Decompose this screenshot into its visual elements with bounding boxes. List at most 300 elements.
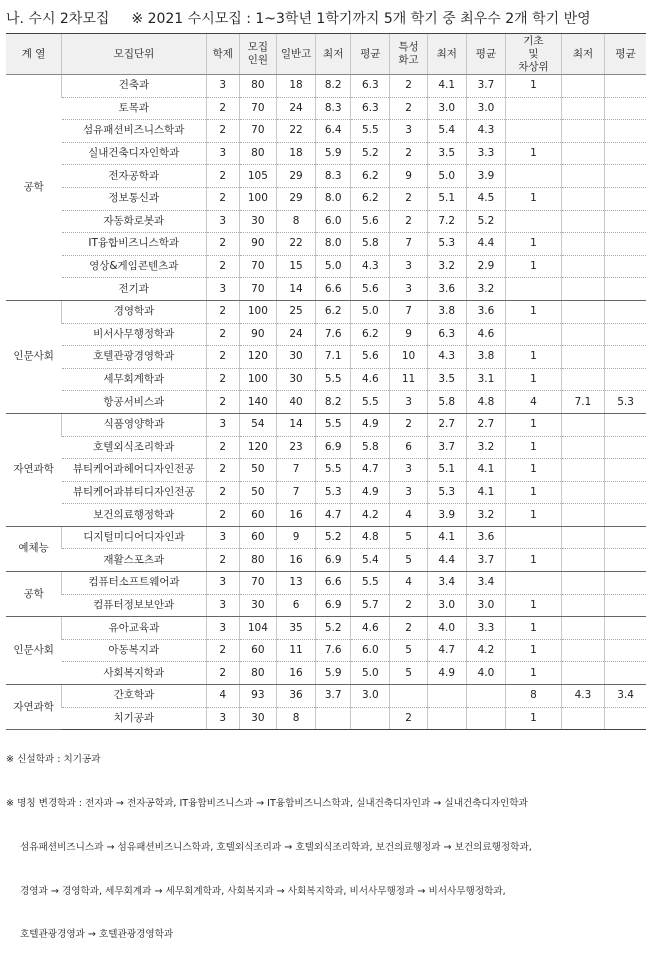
specialized-avg: 3.1 <box>466 368 505 391</box>
general-min: 5.5 <box>316 368 351 391</box>
basic-min <box>561 549 604 572</box>
general-min: 6.9 <box>316 436 351 459</box>
specialized-count: 9 <box>390 165 427 188</box>
specialized-avg: 3.3 <box>466 617 505 640</box>
unit-name: 아동복지과 <box>62 639 207 662</box>
general-count: 16 <box>276 662 315 685</box>
specialized-min: 3.0 <box>427 97 466 120</box>
basic-count <box>506 210 562 233</box>
basic-count: 8 <box>506 685 562 708</box>
specialized-avg: 3.6 <box>466 300 505 323</box>
basic-avg <box>605 346 646 369</box>
unit-name: 컴퓨터소프트웨어과 <box>62 572 207 595</box>
basic-min <box>561 436 604 459</box>
table-row <box>6 413 646 436</box>
quota: 140 <box>239 391 276 414</box>
general-count: 22 <box>276 233 315 256</box>
unit-name: 항공서비스과 <box>62 391 207 414</box>
basic-min <box>561 323 604 346</box>
specialized-count: 3 <box>390 255 427 278</box>
general-count: 35 <box>276 617 315 640</box>
header-general: 일반고 <box>276 34 315 75</box>
specialized-min: 3.5 <box>427 368 466 391</box>
specialized-min: 3.8 <box>427 300 466 323</box>
quota: 100 <box>239 300 276 323</box>
quota: 30 <box>239 210 276 233</box>
basic-count: 1 <box>506 255 562 278</box>
specialized-count: 5 <box>390 526 427 549</box>
specialized-avg: 4.1 <box>466 481 505 504</box>
specialized-count: 2 <box>390 142 427 165</box>
basic-count: 1 <box>506 436 562 459</box>
basic-count: 1 <box>506 594 562 617</box>
basic-avg <box>605 187 646 210</box>
specialized-count: 5 <box>390 662 427 685</box>
quota: 70 <box>239 255 276 278</box>
basic-min <box>561 300 604 323</box>
unit-name: 컴퓨터정보보안과 <box>62 594 207 617</box>
general-avg: 5.7 <box>351 594 390 617</box>
general-min: 8.0 <box>316 233 351 256</box>
basic-avg <box>605 436 646 459</box>
basic-min <box>561 97 604 120</box>
general-count: 16 <box>276 549 315 572</box>
quota: 80 <box>239 75 276 98</box>
general-min: 6.9 <box>316 549 351 572</box>
general-avg: 5.6 <box>351 346 390 369</box>
specialized-min: 4.4 <box>427 549 466 572</box>
years: 2 <box>206 165 239 188</box>
table-row <box>6 594 646 617</box>
basic-count <box>506 526 562 549</box>
general-avg: 5.4 <box>351 549 390 572</box>
basic-avg <box>605 233 646 256</box>
basic-count <box>506 165 562 188</box>
specialized-min: 5.1 <box>427 187 466 210</box>
basic-count: 1 <box>506 481 562 504</box>
general-min: 4.7 <box>316 504 351 527</box>
general-avg: 4.9 <box>351 481 390 504</box>
specialized-min: 3.5 <box>427 142 466 165</box>
general-count: 6 <box>276 594 315 617</box>
specialized-count: 3 <box>390 459 427 482</box>
specialized-avg: 3.7 <box>466 75 505 98</box>
specialized-min: 4.9 <box>427 662 466 685</box>
specialized-count: 5 <box>390 549 427 572</box>
general-min: 5.5 <box>316 459 351 482</box>
unit-name: 실내건축디자인학과 <box>62 142 207 165</box>
unit-name: 비서사무행정학과 <box>62 323 207 346</box>
specialized-count: 2 <box>390 75 427 98</box>
general-avg: 6.2 <box>351 323 390 346</box>
years: 3 <box>206 594 239 617</box>
specialized-avg: 2.7 <box>466 413 505 436</box>
general-avg: 5.8 <box>351 436 390 459</box>
quota: 93 <box>239 685 276 708</box>
header-general-min: 최저 <box>316 34 351 75</box>
header-years: 학제 <box>206 34 239 75</box>
basic-avg <box>605 142 646 165</box>
group-name: 공학 <box>6 75 62 301</box>
table-row <box>6 300 646 323</box>
general-count: 30 <box>276 346 315 369</box>
years: 2 <box>206 459 239 482</box>
table-row <box>6 120 646 143</box>
quota: 54 <box>239 413 276 436</box>
quota: 60 <box>239 526 276 549</box>
basic-count: 1 <box>506 459 562 482</box>
specialized-min: 4.3 <box>427 346 466 369</box>
header-quota: 모집 인원 <box>239 34 276 75</box>
unit-name: 호텔관광경영학과 <box>62 346 207 369</box>
header-general-avg: 평균 <box>351 34 390 75</box>
specialized-count: 5 <box>390 639 427 662</box>
basic-min <box>561 187 604 210</box>
years: 3 <box>206 617 239 640</box>
basic-count: 1 <box>506 504 562 527</box>
basic-count: 1 <box>506 233 562 256</box>
basic-avg <box>605 413 646 436</box>
table-row <box>6 572 646 595</box>
basic-min <box>561 142 604 165</box>
years: 4 <box>206 685 239 708</box>
specialized-avg: 5.2 <box>466 210 505 233</box>
basic-min: 7.1 <box>561 391 604 414</box>
basic-avg <box>605 300 646 323</box>
unit-name: 영상&게임콘텐츠과 <box>62 255 207 278</box>
basic-count: 1 <box>506 639 562 662</box>
unit-name: 토목과 <box>62 97 207 120</box>
quota: 80 <box>239 549 276 572</box>
quota: 100 <box>239 368 276 391</box>
general-count: 8 <box>276 210 315 233</box>
basic-min <box>561 481 604 504</box>
general-min: 5.2 <box>316 526 351 549</box>
unit-name: 호텔외식조리학과 <box>62 436 207 459</box>
specialized-avg: 4.2 <box>466 639 505 662</box>
header-unit: 모집단위 <box>62 34 207 75</box>
basic-min <box>561 210 604 233</box>
basic-count: 1 <box>506 617 562 640</box>
general-avg: 5.6 <box>351 210 390 233</box>
table-row <box>6 549 646 572</box>
basic-count <box>506 572 562 595</box>
basic-avg <box>605 707 646 730</box>
quota: 120 <box>239 346 276 369</box>
specialized-count: 3 <box>390 120 427 143</box>
specialized-count: 3 <box>390 391 427 414</box>
general-min: 6.6 <box>316 278 351 301</box>
footnote-renamed-line: 전자과 → 전자공학과, IT융합비즈니스과 → IT융합비즈니스학과, 실내건축디자인과 → 실내건축디자인학과 <box>85 797 528 809</box>
general-min: 8.3 <box>316 97 351 120</box>
general-min: 6.0 <box>316 210 351 233</box>
table-header-row <box>6 34 646 75</box>
unit-name: 사회복지학과 <box>62 662 207 685</box>
general-count: 14 <box>276 278 315 301</box>
specialized-min: 3.0 <box>427 594 466 617</box>
group-name: 자연과학 <box>6 413 62 526</box>
specialized-count: 4 <box>390 504 427 527</box>
general-count: 13 <box>276 572 315 595</box>
unit-name: IT융합비즈니스학과 <box>62 233 207 256</box>
basic-count <box>506 278 562 301</box>
basic-min <box>561 662 604 685</box>
table-row <box>6 436 646 459</box>
table-row <box>6 255 646 278</box>
header-basic-avg: 평균 <box>605 34 646 75</box>
general-count: 9 <box>276 526 315 549</box>
years: 2 <box>206 233 239 256</box>
years: 3 <box>206 572 239 595</box>
unit-name: 치기공과 <box>62 707 207 730</box>
general-min: 8.2 <box>316 391 351 414</box>
basic-avg <box>605 639 646 662</box>
basic-avg <box>605 526 646 549</box>
general-avg: 5.5 <box>351 391 390 414</box>
general-avg: 4.3 <box>351 255 390 278</box>
specialized-count: 3 <box>390 481 427 504</box>
basic-count: 1 <box>506 346 562 369</box>
specialized-min: 3.9 <box>427 504 466 527</box>
unit-name: 섬유패션비즈니스학과 <box>62 120 207 143</box>
table-row <box>6 233 646 256</box>
quota: 70 <box>239 120 276 143</box>
quota: 50 <box>239 481 276 504</box>
basic-min <box>561 639 604 662</box>
table-row <box>6 459 646 482</box>
quota: 104 <box>239 617 276 640</box>
group-name: 인문사회 <box>6 300 62 413</box>
table-row <box>6 187 646 210</box>
basic-count: 1 <box>506 413 562 436</box>
basic-min <box>561 617 604 640</box>
quota: 30 <box>239 707 276 730</box>
specialized-count: 3 <box>390 278 427 301</box>
specialized-avg: 4.0 <box>466 662 505 685</box>
basic-count: 1 <box>506 75 562 98</box>
general-count: 24 <box>276 97 315 120</box>
general-count: 22 <box>276 120 315 143</box>
table-row <box>6 142 646 165</box>
years: 2 <box>206 368 239 391</box>
general-min: 8.3 <box>316 165 351 188</box>
basic-avg <box>605 481 646 504</box>
general-avg: 4.7 <box>351 459 390 482</box>
basic-count <box>506 97 562 120</box>
table-row <box>6 481 646 504</box>
general-min: 3.7 <box>316 685 351 708</box>
table-row <box>6 526 646 549</box>
specialized-count: 6 <box>390 436 427 459</box>
general-min: 7.1 <box>316 346 351 369</box>
unit-name: 뷰티케어과헤어디자인전공 <box>62 459 207 482</box>
quota: 90 <box>239 233 276 256</box>
specialized-min: 4.1 <box>427 526 466 549</box>
specialized-min: 5.3 <box>427 233 466 256</box>
years: 3 <box>206 526 239 549</box>
general-min: 8.2 <box>316 75 351 98</box>
unit-name: 정보통신과 <box>62 187 207 210</box>
basic-avg <box>605 278 646 301</box>
header-basic: 기초 및 차상위 <box>506 34 562 75</box>
specialized-avg: 2.9 <box>466 255 505 278</box>
years: 3 <box>206 75 239 98</box>
basic-avg <box>605 75 646 98</box>
basic-avg: 5.3 <box>605 391 646 414</box>
general-min: 6.6 <box>316 572 351 595</box>
unit-name: 건축과 <box>62 75 207 98</box>
general-avg: 6.3 <box>351 75 390 98</box>
specialized-min: 5.1 <box>427 459 466 482</box>
specialized-count: 9 <box>390 323 427 346</box>
general-avg: 6.0 <box>351 639 390 662</box>
specialized-avg: 4.5 <box>466 187 505 210</box>
header-specialized-min: 최저 <box>427 34 466 75</box>
table-row <box>6 97 646 120</box>
specialized-avg: 3.9 <box>466 165 505 188</box>
years: 3 <box>206 413 239 436</box>
specialized-avg: 3.2 <box>466 278 505 301</box>
specialized-count: 2 <box>390 210 427 233</box>
group-name: 예체능 <box>6 526 62 571</box>
specialized-count: 2 <box>390 413 427 436</box>
general-min: 5.5 <box>316 413 351 436</box>
basic-count: 1 <box>506 300 562 323</box>
quota: 70 <box>239 278 276 301</box>
unit-name: 경영학과 <box>62 300 207 323</box>
general-avg: 4.8 <box>351 526 390 549</box>
general-avg: 5.0 <box>351 662 390 685</box>
basic-avg <box>605 165 646 188</box>
table-row <box>6 504 646 527</box>
general-min: 7.6 <box>316 639 351 662</box>
general-min: 6.4 <box>316 120 351 143</box>
quota: 80 <box>239 662 276 685</box>
table-row <box>6 278 646 301</box>
years: 3 <box>206 142 239 165</box>
basic-avg <box>605 549 646 572</box>
specialized-min: 5.8 <box>427 391 466 414</box>
general-min: 6.2 <box>316 300 351 323</box>
specialized-count: 11 <box>390 368 427 391</box>
years: 2 <box>206 639 239 662</box>
general-min: 5.9 <box>316 662 351 685</box>
years: 2 <box>206 97 239 120</box>
specialized-min <box>427 685 466 708</box>
specialized-avg: 4.8 <box>466 391 505 414</box>
unit-name: 뷰티케어과뷰티디자인전공 <box>62 481 207 504</box>
specialized-min: 3.2 <box>427 255 466 278</box>
specialized-count: 2 <box>390 617 427 640</box>
general-count: 36 <box>276 685 315 708</box>
quota: 80 <box>239 142 276 165</box>
general-avg: 4.9 <box>351 413 390 436</box>
specialized-avg: 4.1 <box>466 459 505 482</box>
basic-avg <box>605 210 646 233</box>
basic-count: 4 <box>506 391 562 414</box>
general-avg: 4.2 <box>351 504 390 527</box>
general-count: 40 <box>276 391 315 414</box>
table-row <box>6 368 646 391</box>
unit-name: 세무회계학과 <box>62 368 207 391</box>
basic-min <box>561 75 604 98</box>
specialized-avg: 3.0 <box>466 594 505 617</box>
general-count: 24 <box>276 323 315 346</box>
quota: 60 <box>239 639 276 662</box>
footnote-renamed-label: ※ 명칭 변경학과 : <box>6 797 86 809</box>
specialized-avg: 3.6 <box>466 526 505 549</box>
general-min: 5.9 <box>316 142 351 165</box>
group-name: 자연과학 <box>6 685 62 730</box>
general-avg: 5.8 <box>351 233 390 256</box>
quota: 70 <box>239 97 276 120</box>
basic-min <box>561 346 604 369</box>
general-min: 5.3 <box>316 481 351 504</box>
footnotes <box>6 724 532 958</box>
basic-avg <box>605 368 646 391</box>
general-count: 7 <box>276 459 315 482</box>
group-name: 공학 <box>6 572 62 617</box>
specialized-count: 2 <box>390 707 427 730</box>
quota: 105 <box>239 165 276 188</box>
years: 2 <box>206 391 239 414</box>
specialized-avg: 4.4 <box>466 233 505 256</box>
general-avg: 5.5 <box>351 120 390 143</box>
basic-avg <box>605 572 646 595</box>
unit-name: 간호학과 <box>62 685 207 708</box>
section-note: ※ 2021 수시모집 : 1~3학년 1학기까지 5개 학기 중 최우수 2개 학기 반영 <box>131 11 591 27</box>
unit-name: 유아교육과 <box>62 617 207 640</box>
years: 2 <box>206 662 239 685</box>
specialized-min: 4.7 <box>427 639 466 662</box>
specialized-min: 4.1 <box>427 75 466 98</box>
footnote-new-dept: ※ 신설학과 : 치기공과 <box>6 754 101 766</box>
general-avg: 6.3 <box>351 97 390 120</box>
general-count: 8 <box>276 707 315 730</box>
general-avg: 5.2 <box>351 142 390 165</box>
table-row <box>6 210 646 233</box>
general-count: 15 <box>276 255 315 278</box>
specialized-avg: 3.2 <box>466 436 505 459</box>
basic-avg <box>605 120 646 143</box>
general-count: 29 <box>276 187 315 210</box>
unit-name: 보건의료행정학과 <box>62 504 207 527</box>
specialized-count: 2 <box>390 97 427 120</box>
basic-min <box>561 459 604 482</box>
basic-min <box>561 278 604 301</box>
table-body <box>6 75 646 730</box>
basic-avg <box>605 504 646 527</box>
basic-min <box>561 368 604 391</box>
specialized-count: 2 <box>390 594 427 617</box>
header-basic-min: 최저 <box>561 34 604 75</box>
basic-min <box>561 504 604 527</box>
basic-avg <box>605 459 646 482</box>
footnote-renamed-line: 섬유패션비즈니스과 → 섬유패션비즈니스학과, 호텔외식조리과 → 호텔외식조리학과, 보건의료행정과 → 보건의료행정학과, <box>20 841 532 853</box>
basic-min <box>561 255 604 278</box>
specialized-avg: 4.6 <box>466 323 505 346</box>
basic-count: 1 <box>506 142 562 165</box>
specialized-min: 5.0 <box>427 165 466 188</box>
table-row <box>6 685 646 708</box>
general-count: 14 <box>276 413 315 436</box>
basic-min <box>561 120 604 143</box>
years: 3 <box>206 210 239 233</box>
specialized-avg <box>466 685 505 708</box>
specialized-min: 3.6 <box>427 278 466 301</box>
footnote-renamed <box>6 797 532 812</box>
general-avg: 5.5 <box>351 572 390 595</box>
